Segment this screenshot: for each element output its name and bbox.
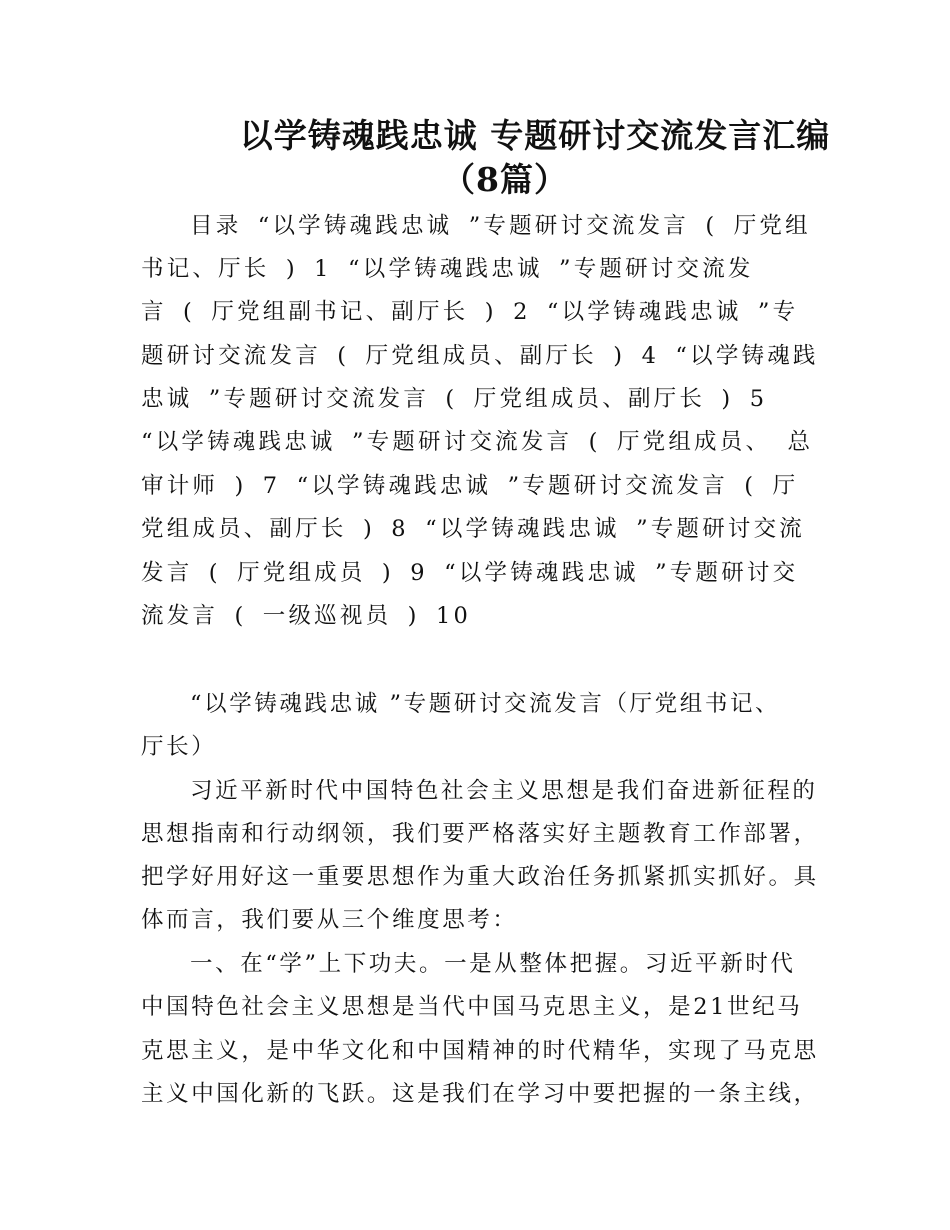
toc-line: 流发言 ( 一级巡视员 ) 10 xyxy=(141,603,471,629)
toc-line: 忠诚 ”专题研讨交流发言 ( 厅党组成员、副厅长 ) 5 xyxy=(141,386,768,412)
toc-line: 党组成员、副厅长 ) 8 “以学铸魂践忠诚 ”专题研讨交流 xyxy=(141,516,806,542)
section-heading: “以学铸魂践忠诚 ”专题研讨交流发言（厅党组书记、 xyxy=(190,691,781,717)
body-line: 主义中国化新的飞跃。这是我们在学习中要把握的一条主线， xyxy=(141,1081,819,1107)
body-line: 一、在“学”上下功夫。一是从整体把握。习近平新时代 xyxy=(190,951,796,977)
toc-line: 言 ( 厅党组副书记、副厅长 ) 2 “以学铸魂践忠诚 ”专 xyxy=(141,299,799,325)
body-line: 体而言，我们要从三个维度思考： xyxy=(141,907,518,933)
toc-line: 目录 “以学铸魂践忠诚 ”专题研讨交流发言 ( 厅党组 xyxy=(190,213,811,239)
toc-line: 审计师 ) 7 “以学铸魂践忠诚 ”专题研讨交流发言 ( 厅 xyxy=(141,473,799,499)
toc-line: 书记、厅长 ) 1 “以学铸魂践忠诚 ”专题研讨交流发 xyxy=(141,256,754,282)
body-line: 习近平新时代中国特色社会主义思想是我们奋进新征程的 xyxy=(190,778,818,804)
toc-line: 题研讨交流发言 ( 厅党组成员、副厅长 ) 4 “以学铸魂践 xyxy=(141,343,819,369)
toc-line: 发言 ( 厅党组成员 ) 9 “以学铸魂践忠诚 ”专题研讨交 xyxy=(141,560,799,586)
document-title-count: （8篇） xyxy=(442,160,568,199)
body-line: 中国特色社会主义思想是当代中国马克思主义，是21世纪马 xyxy=(141,994,803,1020)
body-line: 思想指南和行动纲领，我们要严格落实好主题教育工作部署， xyxy=(141,821,819,847)
body-line: 把学好用好这一重要思想作为重大政治任务抓紧抓实抓好。具 xyxy=(141,864,819,890)
toc-line: “以学铸魂践忠诚 ”专题研讨交流发言 ( 厅党组成员、 总 xyxy=(141,429,814,455)
document-title: 以学铸魂践忠诚 专题研讨交流发言汇编 xyxy=(239,116,831,155)
section-heading-continued: 厅长） xyxy=(141,734,217,760)
body-line: 克思主义，是中华文化和中国精神的时代精华，实现了马克思 xyxy=(141,1038,819,1064)
